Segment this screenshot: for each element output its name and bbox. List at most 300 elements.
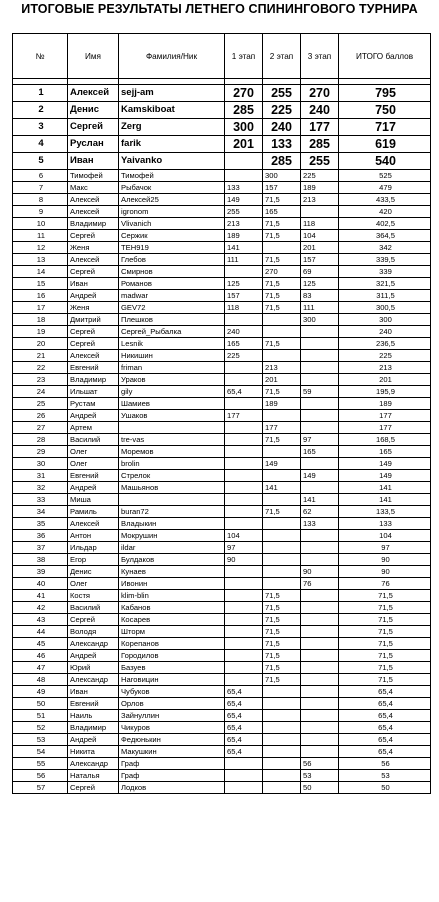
total-cell: 195,9 [339, 386, 431, 398]
stage2-cell: 213 [263, 362, 301, 374]
stage1-cell: 270 [225, 85, 263, 102]
stage3-cell: 62 [301, 506, 339, 518]
table-row [13, 194, 431, 206]
total-cell: 189 [339, 398, 431, 410]
name-cell: Андрей [68, 410, 119, 422]
total-cell: 225 [339, 350, 431, 362]
total-cell: 433,5 [339, 194, 431, 206]
total-cell: 56 [339, 758, 431, 770]
table-row [13, 458, 431, 470]
nick-cell: friman [119, 362, 225, 374]
place-cell: 22 [13, 362, 68, 374]
nick-cell: brolin [119, 458, 225, 470]
total-cell: 90 [339, 566, 431, 578]
table-row [13, 470, 431, 482]
stage2-cell: 71,5 [263, 434, 301, 446]
stage1-cell: 149 [225, 194, 263, 206]
stage3-cell [301, 206, 339, 218]
total-cell: 149 [339, 458, 431, 470]
stage2-cell [263, 578, 301, 590]
stage2-cell: 201 [263, 374, 301, 386]
stage2-cell [263, 566, 301, 578]
name-cell: Алексей [68, 206, 119, 218]
place-cell: 26 [13, 410, 68, 422]
stage1-cell [225, 470, 263, 482]
stage1-cell [225, 494, 263, 506]
total-cell: 71,5 [339, 590, 431, 602]
nick-cell: Чубуков [119, 686, 225, 698]
table-row [13, 494, 431, 506]
stage1-cell: 141 [225, 242, 263, 254]
stage1-cell [225, 662, 263, 674]
name-cell: Евгений [68, 470, 119, 482]
name-cell: Олег [68, 578, 119, 590]
table-row [13, 590, 431, 602]
stage1-cell [225, 362, 263, 374]
name-cell: Макс [68, 182, 119, 194]
place-cell: 31 [13, 470, 68, 482]
stage2-cell [263, 554, 301, 566]
place-cell: 45 [13, 638, 68, 650]
stage3-cell [301, 602, 339, 614]
nick-cell: Чикуров [119, 722, 225, 734]
stage1-cell: 65,4 [225, 710, 263, 722]
stage2-cell: 71,5 [263, 614, 301, 626]
table-row [13, 662, 431, 674]
stage3-cell: 118 [301, 218, 339, 230]
place-cell: 8 [13, 194, 68, 206]
stage1-cell [225, 782, 263, 794]
stage1-cell: 189 [225, 230, 263, 242]
name-cell: Алексей [68, 85, 119, 102]
stage2-cell [263, 686, 301, 698]
stage2-cell [263, 242, 301, 254]
nick-cell: Рыбачок [119, 182, 225, 194]
stage2-cell [263, 350, 301, 362]
name-cell: Олег [68, 458, 119, 470]
total-cell: 619 [339, 136, 431, 153]
total-cell: 97 [339, 542, 431, 554]
stage3-cell: 125 [301, 278, 339, 290]
stage1-cell: 65,4 [225, 722, 263, 734]
total-cell: 71,5 [339, 674, 431, 686]
total-cell: 141 [339, 494, 431, 506]
total-cell: 76 [339, 578, 431, 590]
stage2-cell: 225 [263, 102, 301, 119]
stage3-cell [301, 542, 339, 554]
name-cell: Женя [68, 302, 119, 314]
stage3-cell [301, 614, 339, 626]
total-cell: 65,4 [339, 710, 431, 722]
total-cell: 133,5 [339, 506, 431, 518]
name-cell: Александр [68, 758, 119, 770]
stage3-cell [301, 458, 339, 470]
name-cell: Владимир [68, 722, 119, 734]
total-cell: 71,5 [339, 602, 431, 614]
stage2-cell: 71,5 [263, 650, 301, 662]
total-cell: 104 [339, 530, 431, 542]
stage3-cell [301, 662, 339, 674]
stage2-cell [263, 770, 301, 782]
stage3-cell: 201 [301, 242, 339, 254]
nick-cell: Глебов [119, 254, 225, 266]
stage3-cell [301, 638, 339, 650]
stage2-cell: 71,5 [263, 194, 301, 206]
table-row [13, 674, 431, 686]
total-cell: 339 [339, 266, 431, 278]
place-cell: 9 [13, 206, 68, 218]
stage2-cell: 285 [263, 153, 301, 170]
total-cell: 364,5 [339, 230, 431, 242]
stage3-cell [301, 710, 339, 722]
stage1-cell: 201 [225, 136, 263, 153]
name-cell: Александр [68, 638, 119, 650]
stage1-cell [225, 314, 263, 326]
nick-cell: Сержик [119, 230, 225, 242]
stage1-cell: 111 [225, 254, 263, 266]
place-cell: 2 [13, 102, 68, 119]
stage1-cell [225, 170, 263, 182]
name-cell: Владимир [68, 218, 119, 230]
place-cell: 27 [13, 422, 68, 434]
stage1-cell [225, 446, 263, 458]
place-cell: 47 [13, 662, 68, 674]
table-row [13, 566, 431, 578]
stage2-cell: 71,5 [263, 290, 301, 302]
stage3-cell [301, 746, 339, 758]
table-row [13, 422, 431, 434]
name-cell: Наиль [68, 710, 119, 722]
place-cell: 5 [13, 153, 68, 170]
total-cell: 750 [339, 102, 431, 119]
place-cell: 46 [13, 650, 68, 662]
table-row [13, 338, 431, 350]
stage1-cell [225, 374, 263, 386]
stage2-cell: 149 [263, 458, 301, 470]
place-cell: 12 [13, 242, 68, 254]
total-cell: 300,5 [339, 302, 431, 314]
stage2-cell: 165 [263, 206, 301, 218]
nick-cell: Моремов [119, 446, 225, 458]
stage3-cell [301, 530, 339, 542]
name-cell: Алексей [68, 518, 119, 530]
place-cell: 20 [13, 338, 68, 350]
stage1-cell [225, 422, 263, 434]
stage1-cell [225, 638, 263, 650]
nick-cell: Смирнов [119, 266, 225, 278]
table-row [13, 506, 431, 518]
stage2-cell: 71,5 [263, 602, 301, 614]
stage1-cell: 255 [225, 206, 263, 218]
total-cell: 65,4 [339, 734, 431, 746]
stage3-cell [301, 374, 339, 386]
total-cell: 236,5 [339, 338, 431, 350]
stage1-cell [225, 758, 263, 770]
name-cell: Сергей [68, 782, 119, 794]
table-row [13, 578, 431, 590]
total-cell: 540 [339, 153, 431, 170]
stage2-cell [263, 746, 301, 758]
name-cell: Антон [68, 530, 119, 542]
nick-cell: Тимофей [119, 170, 225, 182]
stage3-cell [301, 362, 339, 374]
table-row [13, 182, 431, 194]
stage2-cell: 141 [263, 482, 301, 494]
place-cell: 35 [13, 518, 68, 530]
place-cell: 54 [13, 746, 68, 758]
stage1-cell [225, 482, 263, 494]
stage1-cell [225, 650, 263, 662]
stage1-cell [225, 458, 263, 470]
nick-cell: buran72 [119, 506, 225, 518]
stage3-cell [301, 590, 339, 602]
stage1-cell: 65,4 [225, 698, 263, 710]
total-cell: 479 [339, 182, 431, 194]
stage1-cell: 285 [225, 102, 263, 119]
table-row [13, 698, 431, 710]
stage3-cell: 83 [301, 290, 339, 302]
stage3-cell: 189 [301, 182, 339, 194]
total-cell: 50 [339, 782, 431, 794]
name-cell: Юрий [68, 662, 119, 674]
table-row [13, 518, 431, 530]
table-row [13, 119, 431, 136]
table-row [13, 314, 431, 326]
stage1-cell: 90 [225, 554, 263, 566]
nick-cell: Макушкин [119, 746, 225, 758]
place-cell: 19 [13, 326, 68, 338]
table-row [13, 102, 431, 119]
stage2-cell: 255 [263, 85, 301, 102]
stage2-cell [263, 542, 301, 554]
nick-cell: farik [119, 136, 225, 153]
nick-cell: Ивонин [119, 578, 225, 590]
stage2-cell [263, 734, 301, 746]
nick-cell: Косарев [119, 614, 225, 626]
stage3-cell: 90 [301, 566, 339, 578]
nick-cell: Орлов [119, 698, 225, 710]
stage3-cell [301, 338, 339, 350]
stage1-cell [225, 518, 263, 530]
total-cell: 240 [339, 326, 431, 338]
stage3-cell: 59 [301, 386, 339, 398]
total-cell: 300 [339, 314, 431, 326]
total-cell: 65,4 [339, 686, 431, 698]
name-cell: Василий [68, 434, 119, 446]
stage3-cell: 157 [301, 254, 339, 266]
total-cell: 71,5 [339, 614, 431, 626]
stage1-cell: 65,4 [225, 734, 263, 746]
stage3-cell [301, 674, 339, 686]
table-row [13, 326, 431, 338]
stage3-cell: 133 [301, 518, 339, 530]
stage2-cell: 71,5 [263, 302, 301, 314]
name-cell: Сергей [68, 338, 119, 350]
stage1-cell [225, 266, 263, 278]
place-cell: 52 [13, 722, 68, 734]
stage1-cell [225, 398, 263, 410]
table-row [13, 410, 431, 422]
stage2-cell: 133 [263, 136, 301, 153]
total-cell: 65,4 [339, 746, 431, 758]
stage2-cell [263, 518, 301, 530]
name-cell: Алексей [68, 194, 119, 206]
stage2-cell: 157 [263, 182, 301, 194]
stage1-cell [225, 674, 263, 686]
stage1-cell [225, 153, 263, 170]
total-cell: 149 [339, 470, 431, 482]
stage2-cell: 189 [263, 398, 301, 410]
table-row [13, 362, 431, 374]
total-cell: 717 [339, 119, 431, 136]
nick-cell: Vlivanich [119, 218, 225, 230]
place-cell: 18 [13, 314, 68, 326]
nick-cell: Ушаков [119, 410, 225, 422]
place-cell: 24 [13, 386, 68, 398]
stage2-cell: 177 [263, 422, 301, 434]
total-cell: 71,5 [339, 626, 431, 638]
table-row [13, 290, 431, 302]
nick-cell: Городилов [119, 650, 225, 662]
stage1-cell: 65,4 [225, 386, 263, 398]
stage3-cell: 104 [301, 230, 339, 242]
place-cell: 53 [13, 734, 68, 746]
place-cell: 28 [13, 434, 68, 446]
stage1-cell: 300 [225, 119, 263, 136]
name-cell: Василий [68, 602, 119, 614]
name-cell: Сергей [68, 326, 119, 338]
stage3-cell [301, 410, 339, 422]
place-cell: 34 [13, 506, 68, 518]
total-cell: 339,5 [339, 254, 431, 266]
header-stage2: 2 этап [263, 34, 301, 79]
table-row [13, 386, 431, 398]
table-row [13, 782, 431, 794]
nick-cell: Лодков [119, 782, 225, 794]
name-cell: Ильшат [68, 386, 119, 398]
stage3-cell: 56 [301, 758, 339, 770]
stage2-cell: 270 [263, 266, 301, 278]
place-cell: 13 [13, 254, 68, 266]
nick-cell: Стрелок [119, 470, 225, 482]
total-cell: 177 [339, 410, 431, 422]
nick-cell: Шамиев [119, 398, 225, 410]
table-row [13, 85, 431, 102]
stage3-cell: 165 [301, 446, 339, 458]
stage2-cell [263, 758, 301, 770]
stage3-cell [301, 482, 339, 494]
nick-cell: Корепанов [119, 638, 225, 650]
total-cell: 213 [339, 362, 431, 374]
stage3-cell: 300 [301, 314, 339, 326]
stage2-cell: 71,5 [263, 674, 301, 686]
total-cell: 141 [339, 482, 431, 494]
stage3-cell [301, 686, 339, 698]
place-cell: 50 [13, 698, 68, 710]
table-row [13, 170, 431, 182]
place-cell: 3 [13, 119, 68, 136]
nick-cell: tre-vas [119, 434, 225, 446]
stage3-cell [301, 734, 339, 746]
name-cell: Алексей [68, 254, 119, 266]
stage1-cell: 65,4 [225, 686, 263, 698]
name-cell: Алексей [68, 350, 119, 362]
nick-cell: Плешков [119, 314, 225, 326]
table-row [13, 710, 431, 722]
place-cell: 39 [13, 566, 68, 578]
name-cell: Иван [68, 686, 119, 698]
stage1-cell [225, 602, 263, 614]
stage2-cell [263, 494, 301, 506]
name-cell: Сергей [68, 119, 119, 136]
nick-cell: Кунаев [119, 566, 225, 578]
stage2-cell: 71,5 [263, 626, 301, 638]
place-cell: 25 [13, 398, 68, 410]
total-cell: 201 [339, 374, 431, 386]
header-total: ИТОГО баллов [339, 34, 431, 79]
stage3-cell [301, 398, 339, 410]
name-cell: Денис [68, 102, 119, 119]
stage3-cell [301, 554, 339, 566]
stage3-cell [301, 350, 339, 362]
header-stage3: 3 этап [301, 34, 339, 79]
place-cell: 16 [13, 290, 68, 302]
name-cell: Андрей [68, 482, 119, 494]
place-cell: 51 [13, 710, 68, 722]
stage3-cell: 270 [301, 85, 339, 102]
table-row [13, 242, 431, 254]
nick-cell: Булдаков [119, 554, 225, 566]
place-cell: 37 [13, 542, 68, 554]
nick-cell: TEH919 [119, 242, 225, 254]
name-cell: Никита [68, 746, 119, 758]
name-cell: Иван [68, 153, 119, 170]
place-cell: 33 [13, 494, 68, 506]
name-cell: Владимир [68, 374, 119, 386]
place-cell: 6 [13, 170, 68, 182]
stage3-cell: 141 [301, 494, 339, 506]
stage3-cell: 225 [301, 170, 339, 182]
name-cell: Ильдар [68, 542, 119, 554]
total-cell: 342 [339, 242, 431, 254]
stage3-cell [301, 326, 339, 338]
place-cell: 42 [13, 602, 68, 614]
nick-cell: Владыкин [119, 518, 225, 530]
table-row [13, 614, 431, 626]
name-cell: Сергей [68, 266, 119, 278]
place-cell: 4 [13, 136, 68, 153]
nick-cell: Никишин [119, 350, 225, 362]
nick-cell: Наговицин [119, 674, 225, 686]
place-cell: 36 [13, 530, 68, 542]
place-cell: 48 [13, 674, 68, 686]
total-cell: 90 [339, 554, 431, 566]
stage1-cell: 225 [225, 350, 263, 362]
table-row [13, 638, 431, 650]
stage2-cell: 71,5 [263, 278, 301, 290]
stage2-cell [263, 530, 301, 542]
name-cell: Сергей [68, 614, 119, 626]
stage3-cell [301, 722, 339, 734]
table-row [13, 626, 431, 638]
place-cell: 11 [13, 230, 68, 242]
nick-cell [119, 422, 225, 434]
stage1-cell: 65,4 [225, 746, 263, 758]
nick-cell: Алексей25 [119, 194, 225, 206]
table-row [13, 482, 431, 494]
stage1-cell: 177 [225, 410, 263, 422]
table-row [13, 266, 431, 278]
